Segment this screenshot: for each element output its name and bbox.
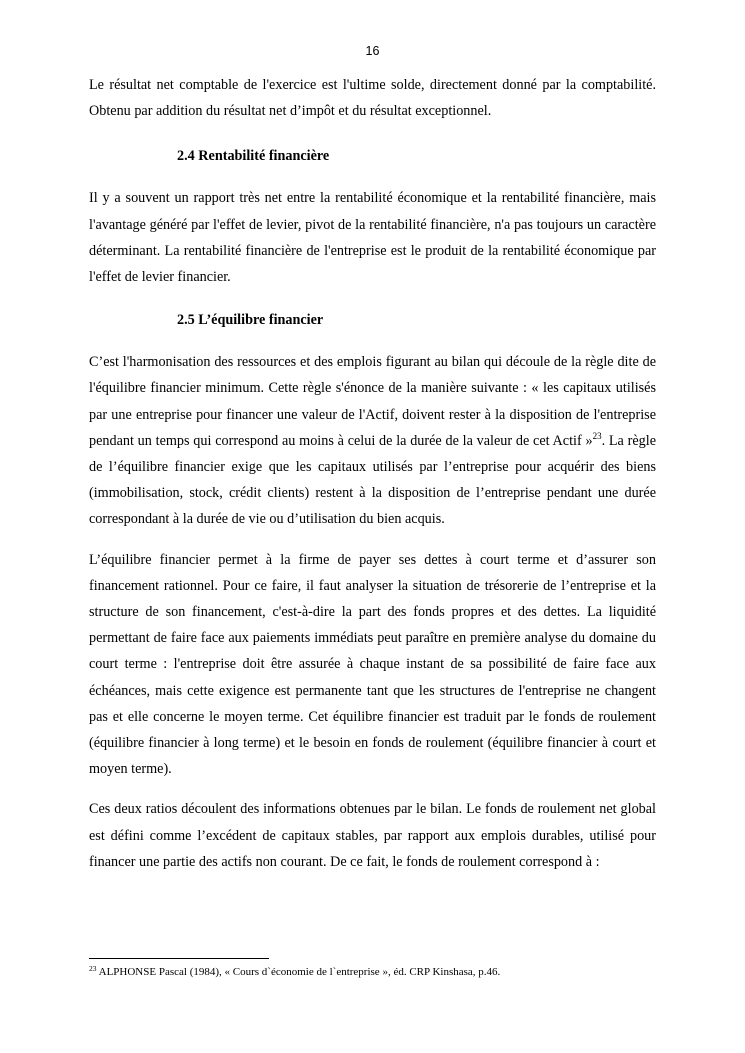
page-number: 16 [365, 44, 380, 58]
footnote-text: ALPHONSE Pascal (1984), « Cours d`économie de l`entreprise », éd. CRP Kinshasa, p.46. [96, 966, 501, 978]
page-body [89, 72, 656, 875]
paragraph-deux-ratios: Ces deux ratios découlent des informations obtenues par le bilan. Le fonds de roulement net global est défini comme l’excédent de capitaux stables, par rapport aux emplois durables, utilisé pour financer une partie des actifs non courant. De ce fait, le fonds de roulement correspond à : [89, 801, 656, 870]
paragraph-equilibre-permet: L’équilibre financier permet à la firme de payer ses dettes à court terme et d’assurer son financement rationnel. Pour ce faire, il faut analyser la situation de trésorerie de l’entreprise et la structure de son financement, c'est-à-dire la part des fonds propres et des dettes. La liquidité permettant de faire face aux paiements immédiats peut paraître en première analyse du domaine du court terme : l'entreprise doit être assurée à chaque instant de sa possibilité de faire face aux échéances, mais cette exigence est permanente tant que les structures de l'entreprise ne changent pas et elle concerne le moyen terme. Cet équilibre financier est traduit par le fonds de roulement (équilibre financier à long terme) et le besoin en fonds de roulement (équilibre financier à court et moyen terme). [89, 551, 656, 778]
footnote-divider [89, 958, 269, 959]
paragraph-resultat-net: Le résultat net comptable de l'exercice est l'ultime solde, directement donné par la comptabilité. Obtenu par addition du résultat net d’impôt et du résultat exceptionnel. [89, 77, 656, 120]
heading-rentabilite-financiere: 2.4 Rentabilité financière [177, 148, 330, 165]
paragraph-harmonisation-text-a: C’est l'harmonisation des ressources et des emplois figurant au bilan qui découle de la règle dite de l'équilibre financier minimum. Cette règle s'énonce de la manière suivante : « les capitaux utilisés par une entreprise pour financer une valeur de l'Actif, doivent rester à la disposition de l'entreprise pendant un temps qui correspond au moins à celui de la durée de la valeur de cet Actif » [89, 354, 656, 449]
footnote-number: 23 [89, 964, 97, 973]
paragraph-harmonisation-text-b: . La règle de l’équilibre financier exige que les capitaux utilisés par l’entreprise pour acquérir des biens (immobilisation, stock, crédit clients) restent à la disposition de l’entreprise pendant une durée correspondant à la durée de vie ou d’utilisation du bien acquis. [89, 432, 656, 528]
paragraph-harmonisation [89, 349, 656, 532]
heading-equilibre-financier: 2.5 L’équilibre financier [177, 312, 324, 329]
paragraph-rentabilite: Il y a souvent un rapport très net entre la rentabilité économique et la rentabilité financière, mais l'avantage généré par l'effet de levier, pivot de la rentabilité financière, n'a pas toujours un caractère déterminant. La rentabilité financière de l'entreprise est le produit de la rentabilité économique par l'effet de levier financier. [89, 190, 656, 286]
footnote-reference-23[interactable]: 23 [592, 430, 602, 441]
footnote [89, 965, 656, 979]
